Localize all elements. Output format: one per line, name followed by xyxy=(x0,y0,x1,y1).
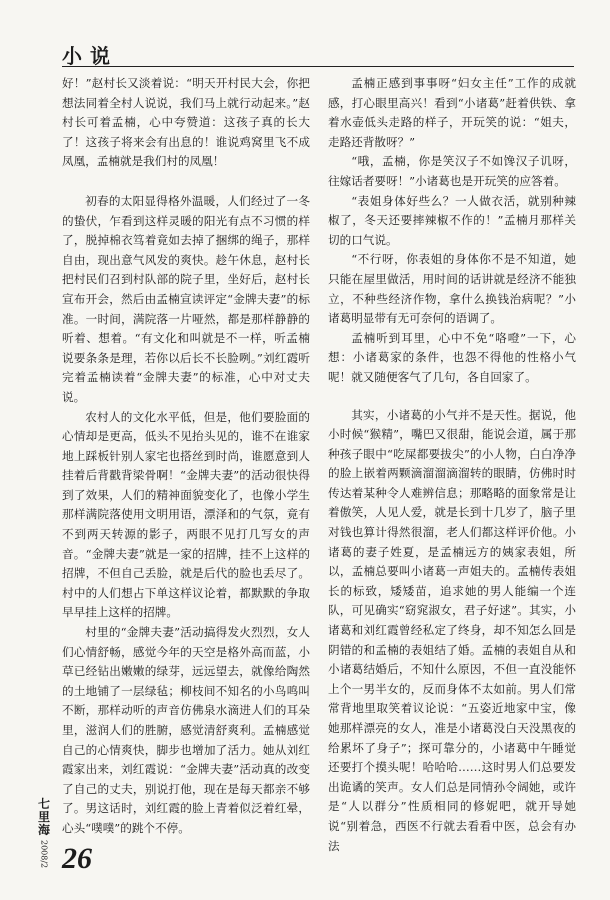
issue-label: 2008/2 xyxy=(39,840,49,869)
page-number: 26 xyxy=(62,842,92,875)
paragraph: 孟楠听到耳里，心中不免“咯噔”一下，心想：小诸葛家的条件，也怨不得他的性格小气呢！就又随便客气了几句，各自回家了。 xyxy=(328,330,576,384)
paragraph: “表姐身体好些么？一人做衣活，就别种辣椒了，冬天还要摔辣椒不作的！”孟楠月那样关切的口气说。 xyxy=(328,193,576,247)
paragraph: 其实，小诸葛的小气并不是天性。据说，他小时候“猴精”，嘴巴又很甜，能说会道，属于那种孩子眼中“吃屎都要拔尖”的小人物，白白净净的脸上嵌着两颗滴溜溜滴溜转的眼睛，仿佛时时传达着某种令人难辨信息；那略略的面象常是让着傲笑，人见人爱，就是长到十几岁了，脑子里对钱也算计得然很溜，老人们都这样评价他。小诸葛的妻子姓夏，是孟楠远方的姨家表姐，所以，孟楠总要叫小诸葛一声姐夫的。孟楠传表姐长的标致，矮矮苗，追求她的男人能编一个连队，可见确实“窈窕淑女，君子好逑”。其实，小诸葛和刘红霞曾经私定了终身，却不知怎么回是阴错的和孟楠的表姐结了婚。孟楠的表姐自从和小诸葛结婚后，不知什么原因，不但一直没能怀上个一男半女的，反而身体不太如前。男人们常常背地里取笑着议论说：“五姿近地家中宝，像她那样漂亮的女人，准是小诸葛没白天没黑夜的给累坏了身子”；探可靠分的，小诸葛中午睡觉还要打个摸头呢！哈哈哈……这时男人们总要发出诡谲的笑声。女人们总是同情孙令阔她，或许是“人以群分”性质相同的修妮吧，就开导她说“别着急，西医不行就去看看中医，总会有办法 xyxy=(328,407,576,853)
magazine-name: 七里海 xyxy=(37,797,50,837)
header-rule xyxy=(62,66,574,67)
paragraph: 初春的太阳显得格外温暖，人们经过了一冬的蛰伏，乍看到这样灵暖的阳光有点不习惯的样了，脱掉棉衣笃着竟如去掉了捆绑的绳子，那样自由，现出意气风发的爽快。趁午休息，赵村长把村民们召到村队部的院子里，坐好后，赵村长宣布开会，然后由孟楠宣读评定“金牌夫妻”的标准。一时间，满院落一片哑然，都是那样静静的听着、想着。“有文化和叫就是不一样，听孟楠说要条条是理，若你以后长不长脸咧。”刘红霞听完着孟楠读着“金牌夫妻”的标准，心中对丈夫说。 xyxy=(62,193,310,404)
paragraph: “哦，孟楠，你是笑汉子不如馋汉子讥呀，往嫁话者要呀！”小诸葛也是开玩笑的应答着。 xyxy=(328,154,576,188)
paragraph: 农村人的文化水平低，但是，他们要脸面的心情却是更高，低头不见抬头见的，谁不在谁家地上踩板针别人家宅也搭丝到时尚，谁愿意到人挂着后背戳背梁骨啊！“金牌夫妻”的活动很快得到了效果，人们的精神面貌变化了，也像小学生那样满院落使用文明用语，漂泽和的气氛，竟有不到两天转源的影子，两眼不见打几写女的声音。“金牌夫妻”就是一家的招牌，挂不上这样的招牌，不但自己丢脸，就是后代的脸也丢尽了。村中的人们想占下单这样议论着，都默默的争取早早挂上这样的招牌。 xyxy=(62,409,310,620)
paragraph: “不行呀，你表姐的身体你不是不知道，她只能在屋里做活，用时间的话讲就是经济不能独立，不种些经济作物，拿什么换钱治病呢？”小诸葛明显带有无可奈何的语调了。 xyxy=(328,252,576,326)
paragraph: 好！”赵村长又淡着说：“明天开村民大会，你把想法同着全村人说说，我们马上就行动起来。”赵村长可着孟楠，心中夸赞道：这孩子真的长大了！这孩子将来会有出息的！谁说鸡窝里飞不成凤凰，孟楠就是我们村的凤凰！ xyxy=(62,76,310,169)
paragraph: 村里的“金牌夫妻”活动搞得发火烈烈，女人们心情舒畅，感觉今年的天空是格外高而蓝，小草已经钻出嫩嫩的绿芽，远远望去，就像给陶然的土地铺了一层绿毡；柳枝间不知名的小鸟鸣叫不断，那样动听的声音仿佛泉水滴进人们的耳朵里，滋润人们的胜腑，感觉清舒爽利。孟楠感觉自己的心情爽快，脚步也增加了活力。她从刘红霞家出来，刘红霞说：“金牌夫妻”活动真的改变了自己的丈夫，别说打他，现在是每天都亲不够了。男这话时，刘红霞的脸上青着似泛着红晕，心头“噗噗”的跳个不停。 xyxy=(62,625,310,835)
paragraph: 孟楠正感到事事呀“妇女主任”工作的成就感，打心眼里高兴！看到“小诸葛”赶着供铁、拿着水壶低头走路的样子，开玩笑的说：“姐夫，走路还背散呀？” xyxy=(328,76,576,149)
magazine-mark xyxy=(33,798,55,868)
right-column xyxy=(328,74,576,856)
section-title: 小说 xyxy=(62,44,118,68)
left-column xyxy=(62,74,310,839)
